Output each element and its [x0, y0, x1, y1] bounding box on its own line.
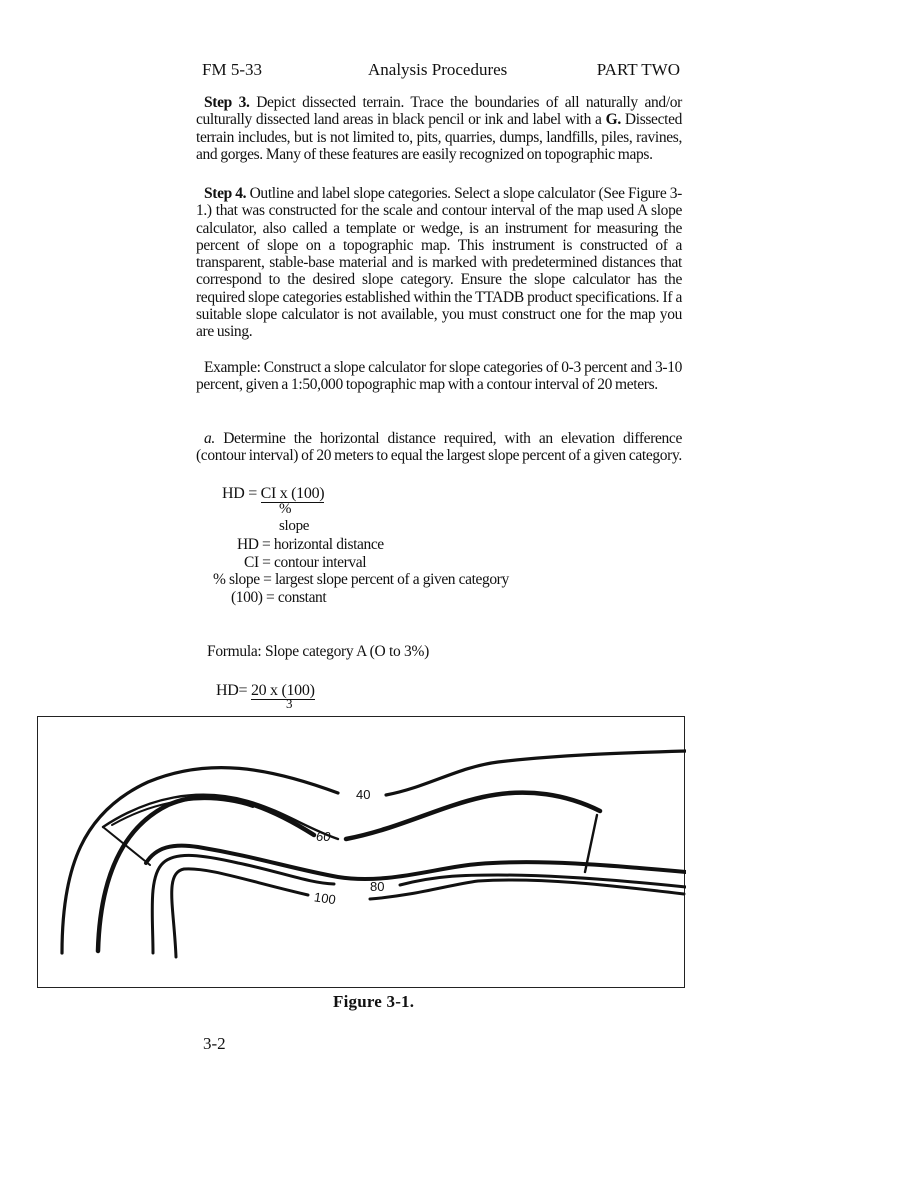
- formula-label: Formula: Slope category A (O to 3%): [207, 643, 429, 660]
- step-3-letter: G.: [605, 111, 621, 129]
- formula-1-lhs: HD =: [222, 485, 261, 502]
- contour-100-left: [172, 869, 308, 957]
- formula-1-numerator: CI x (100): [260, 485, 325, 502]
- contour-40-right: [386, 751, 686, 795]
- definition-hd: HD = horizontal distance: [237, 536, 384, 553]
- contour-60-right: [346, 793, 600, 839]
- step-4-label: Step 4.: [204, 185, 247, 202]
- template-diagonal: [103, 827, 150, 865]
- definition-constant: (100) = constant: [231, 588, 327, 606]
- formula-1-denominator: % slope: [279, 501, 310, 534]
- definition-ci: CI = contour interval: [244, 553, 367, 571]
- example-text: Example: Construct a slope calculator for slope categories of 0-3 percent and 3-10 percent, given a 1:50,000 topographic map with a contour interval of 20 meters.: [196, 359, 682, 394]
- formula-hd-general: [222, 485, 325, 534]
- formula-2-denominator: 3: [286, 696, 293, 711]
- contour-label-40: 40: [356, 787, 371, 802]
- step-3-text-a: Depict dissected terrain. Trace the boundaries of all naturally and/or culturally dissected land areas in black pencil or ink and label with a: [196, 94, 682, 129]
- slope-calculator-diagram: [38, 717, 686, 989]
- step-4-paragraph: [196, 185, 682, 341]
- template-upper-edge: [103, 795, 338, 839]
- page-number: 3-2: [203, 1034, 226, 1053]
- formula-2-lhs: HD=: [216, 682, 251, 699]
- formula-definitions: [213, 536, 509, 606]
- step-a-label: a.: [204, 430, 215, 447]
- step-a-paragraph: [196, 430, 682, 465]
- figure-caption: Figure 3-1.: [333, 992, 415, 1011]
- step-3-label: Step 3.: [204, 94, 250, 111]
- figure-3-1-map: [37, 716, 685, 988]
- formula-hd-category-a: [216, 682, 315, 711]
- contour-label-80: 80: [370, 879, 385, 894]
- header-part: PART TWO: [596, 60, 680, 79]
- page-header: [202, 60, 680, 82]
- step-3-text-b: Dissected terrain includes, but is not limited to, pits, quarries, dumps, landfills, piles, ravines, and gorges. Many of these features are easily recognized on topographic maps.: [196, 111, 682, 163]
- definition-slope: % slope = largest slope percent of a given category: [213, 571, 509, 588]
- template-inner-upper: [112, 799, 253, 825]
- formula-2-numerator: 20 x (100): [250, 682, 315, 699]
- example-paragraph: [196, 359, 682, 394]
- header-manual-id: FM 5-33: [202, 60, 262, 79]
- step-4-text: Outline and label slope categories. Select a slope calculator (See Figure 3-1.) that was constructed for the scale and contour interval of the map used A slope calculator, also called a template or wedge, is an instrument for measuring the percent of slope on a topographic map. This instrument is constructed of a transparent, stable-base material and is marked with predetermined distances that correspond to the desired slope category. Ensure the slope calculator has the required slope categories established within the TTADB product specifications. If a suitable slope calculator is not available, you must construct one for the map you are using.: [196, 185, 682, 341]
- header-section-title: Analysis Procedures: [368, 60, 508, 79]
- contour-label-60: 60: [316, 829, 331, 844]
- step-3-paragraph: [196, 94, 682, 163]
- contour-label-100: 100: [313, 889, 337, 908]
- step-a-text: Determine the horizontal distance required, with an elevation difference (contour interval) of 20 meters to equal the largest slope percent of a given category.: [196, 430, 682, 465]
